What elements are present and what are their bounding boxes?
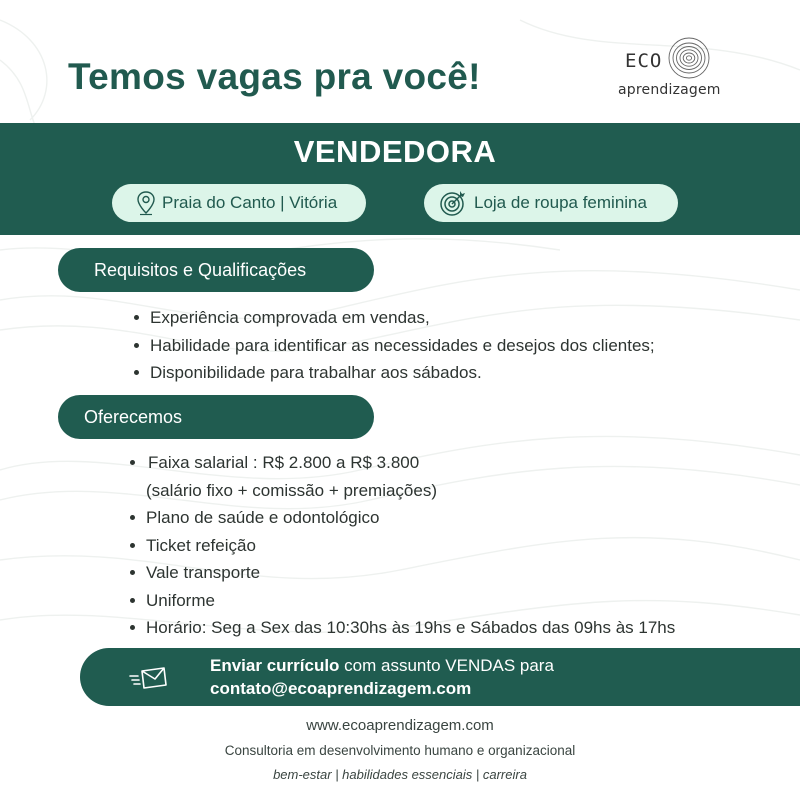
list-item: Ticket refeição <box>130 532 675 560</box>
salary-item: Faixa salarial : R$ 2.800 a R$ 3.800 <box>130 449 675 477</box>
map-pin-icon <box>136 190 156 216</box>
fingerprint-icon <box>667 36 711 80</box>
company-tags: bem-estar | habilidades essenciais | carreira <box>273 767 527 782</box>
requirements-list <box>134 304 655 387</box>
send-resume-subject: com assunto VENDAS para <box>339 656 554 675</box>
send-mail-icon <box>128 665 168 691</box>
website-link[interactable]: www.ecoaprendizagem.com <box>306 717 494 734</box>
store-type-chip <box>424 184 678 222</box>
target-icon <box>438 188 468 218</box>
requirements-heading: Requisitos e Qualificações <box>58 248 374 292</box>
company-logo <box>615 36 721 102</box>
offers-list <box>130 449 675 642</box>
list-item: Plano de saúde e odontológico <box>130 504 675 532</box>
send-resume-banner <box>80 648 800 706</box>
job-title: VENDEDORA <box>293 134 497 169</box>
offers-heading: Oferecemos <box>58 395 374 439</box>
logo-text-eco: ECO <box>625 50 663 72</box>
location-text: Praia do Canto | Vitória <box>162 193 338 212</box>
list-item: Uniforme <box>130 587 675 615</box>
contact-email[interactable]: contato@ecoaprendizagem.com <box>210 679 472 698</box>
list-item: Habilidade para identificar as necessidades e desejos dos clientes; <box>134 332 655 360</box>
list-item: Vale transporte <box>130 559 675 587</box>
store-type-text: Loja de roupa feminina <box>474 193 647 212</box>
company-description: Consultoria em desenvolvimento humano e organizacional <box>224 743 576 758</box>
location-chip <box>112 184 366 222</box>
salary-detail: (salário fixo + comissão + premiações) <box>146 480 438 500</box>
logo-text-aprendizagem: aprendizagem <box>618 82 721 98</box>
list-item: Horário: Seg a Sex das 10:30hs às 19hs e Sábados das 09hs às 17hs <box>130 614 675 642</box>
list-item: Experiência comprovada em vendas, <box>134 304 655 332</box>
list-item: Disponibilidade para trabalhar aos sábados. <box>134 359 655 387</box>
send-resume-lead: Enviar currículo <box>210 656 340 675</box>
headline: Temos vagas pra você! <box>68 56 481 97</box>
send-resume-text <box>210 656 554 676</box>
